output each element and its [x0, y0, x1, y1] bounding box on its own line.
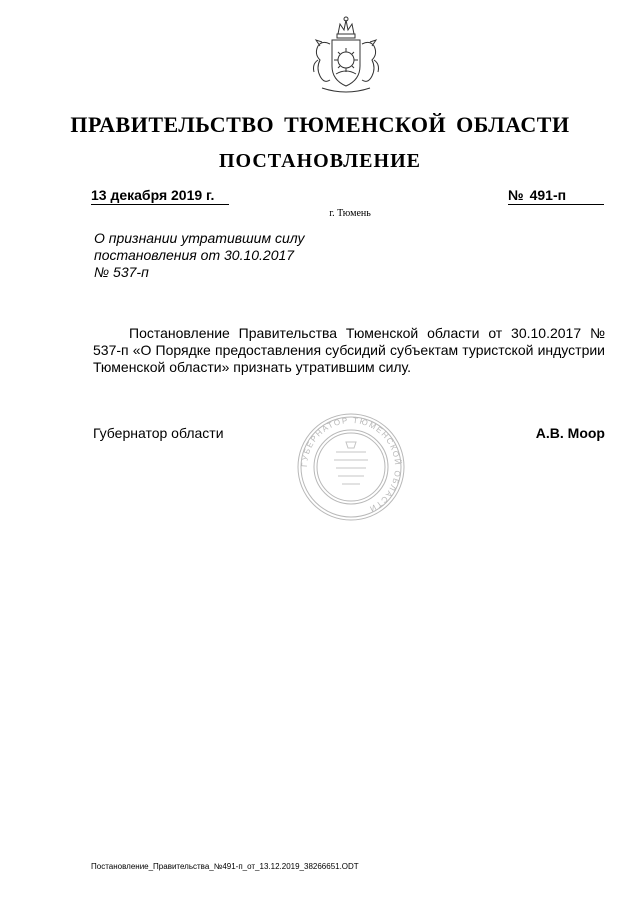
- organization-title: ПРАВИТЕЛЬСТВО ТЮМЕНСКОЙ ОБЛАСТИ: [70, 112, 570, 137]
- official-seal-icon: [296, 412, 406, 522]
- document-subject: [94, 230, 344, 281]
- number-sign: №: [508, 187, 524, 203]
- body-paragraph: Постановление Правительства Тюменской области от 30.10.2017 № 537-п «О Порядке предоставления субсидий субъектам туристской индустрии Тюменской области» признать утратившим силу.: [93, 325, 605, 375]
- subject-line: О признании утратившим силу: [94, 230, 305, 246]
- seal-ring-text: ГУБЕРНАТОР ТЮМЕНСКОЙ ОБЛАСТИ: [299, 415, 403, 514]
- signer-position: Губернатор области: [93, 425, 224, 441]
- svg-text:ГУБЕРНАТОР ТЮМЕНСКОЙ ОБЛАСТИ: [300, 416, 402, 514]
- subject-line: № 537-п: [94, 264, 149, 280]
- footer-filename: Постановление_Правительства_№491-п_от_13.12.2019_38266651.ODT: [91, 862, 359, 871]
- subject-line: постановления от 30.10.2017: [94, 247, 295, 263]
- document-type: ПОСТАНОВЛЕНИЕ: [219, 150, 421, 172]
- signer-name: А.В. Моор: [535, 425, 605, 441]
- document-number: [508, 187, 604, 205]
- city: г. Тюмень: [329, 208, 371, 219]
- number-value: 491-п: [529, 187, 567, 203]
- document-date: 13 декабря 2019 г.: [91, 187, 229, 205]
- coat-of-arms-icon: [302, 14, 390, 96]
